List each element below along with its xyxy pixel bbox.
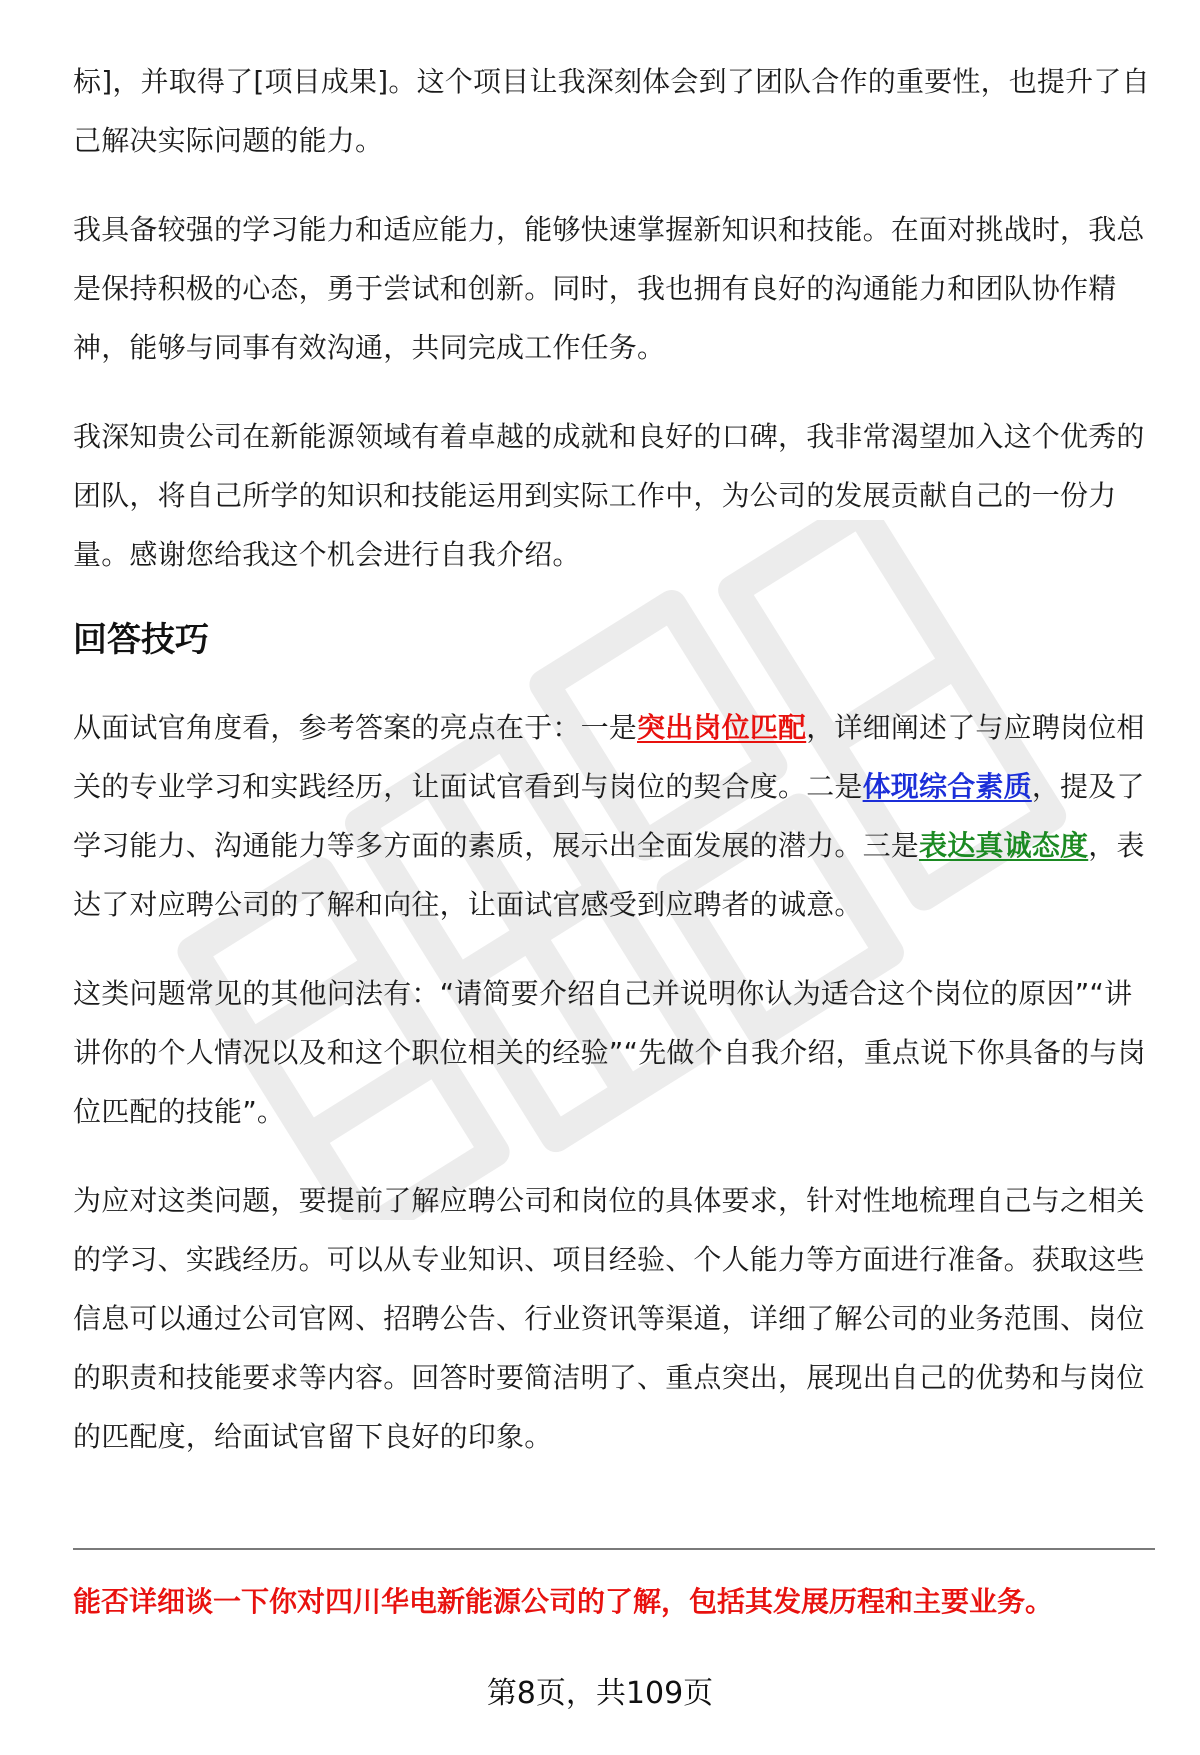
document-body bbox=[73, 52, 1153, 1496]
tips-text-3: ，提及了学习能力、沟通能力等多方面的素质，展示出全面发展的潜力。三是 bbox=[73, 770, 1145, 862]
tips-text-1: 从面试官角度看，参考答案的亮点在于：一是 bbox=[73, 711, 638, 744]
paragraph-project-result: 标]，并取得了[项目成果]。这个项目让我深刻体会到了团队合作的重要性，也提升了自己解决实际问题的能力。 bbox=[73, 65, 1150, 157]
highlight-sincere-attitude: 表达真诚态度 bbox=[919, 829, 1089, 862]
highlight-overall-quality: 体现综合素质 bbox=[862, 770, 1032, 803]
section-heading: 回答技巧 bbox=[73, 620, 209, 660]
paragraph-answer-highlights bbox=[73, 698, 1153, 934]
paragraph-company-interest: 我深知贵公司在新能源领域有着卓越的成就和良好的口碑，我非常渴望加入这个优秀的团队，将自己所学的知识和技能运用到实际工作中，为公司的发展贡献自己的一份力量。感谢您给我这个机会进行自我介绍。 bbox=[73, 420, 1145, 571]
section-divider bbox=[73, 1548, 1155, 1550]
highlight-job-match: 突出岗位匹配 bbox=[637, 711, 807, 744]
paragraph-abilities: 我具备较强的学习能力和适应能力，能够快速掌握新知识和技能。在面对挑战时，我总是保持积极的心态，勇于尝试和创新。同时，我也拥有良好的沟通能力和团队协作精神，能够与同事有效沟通，共同完成工作任务。 bbox=[73, 213, 1145, 364]
tips-text-2: ，详细阐述了与应聘岗位相关的专业学习和实践经历，让面试官看到与岗位的契合度。二是 bbox=[73, 711, 1145, 803]
paragraph-preparation-advice: 为应对这类问题，要提前了解应聘公司和岗位的具体要求，针对性地梳理自己与之相关的学习、实践经历。可以从专业知识、项目经验、个人能力等方面进行准备。获取这些信息可以通过公司官网、招聘公告、行业资讯等渠道，详细了解公司的业务范围、岗位的职责和技能要求等内容。回答时要简洁明了、重点突出，展现出自己的优势和与岗位的匹配度，给面试官留下良好的印象。 bbox=[73, 1184, 1145, 1453]
next-question: 能否详细谈一下你对四川华电新能源公司的了解，包括其发展历程和主要业务。 bbox=[73, 1585, 1054, 1618]
page-number: 第8页，共109页 bbox=[486, 1676, 714, 1711]
paragraph-alternative-questions: 这类问题常见的其他问法有：“请简要介绍自己并说明你认为适合这个岗位的原因”“讲讲你的个人情况以及和这个职位相关的经验”“先做个自我介绍，重点说下你具备的与岗位匹配的技能”。 bbox=[73, 977, 1146, 1128]
tips-text-4: ，表达了对应聘公司的了解和向往，让面试官感受到应聘者的诚意。 bbox=[73, 829, 1145, 921]
